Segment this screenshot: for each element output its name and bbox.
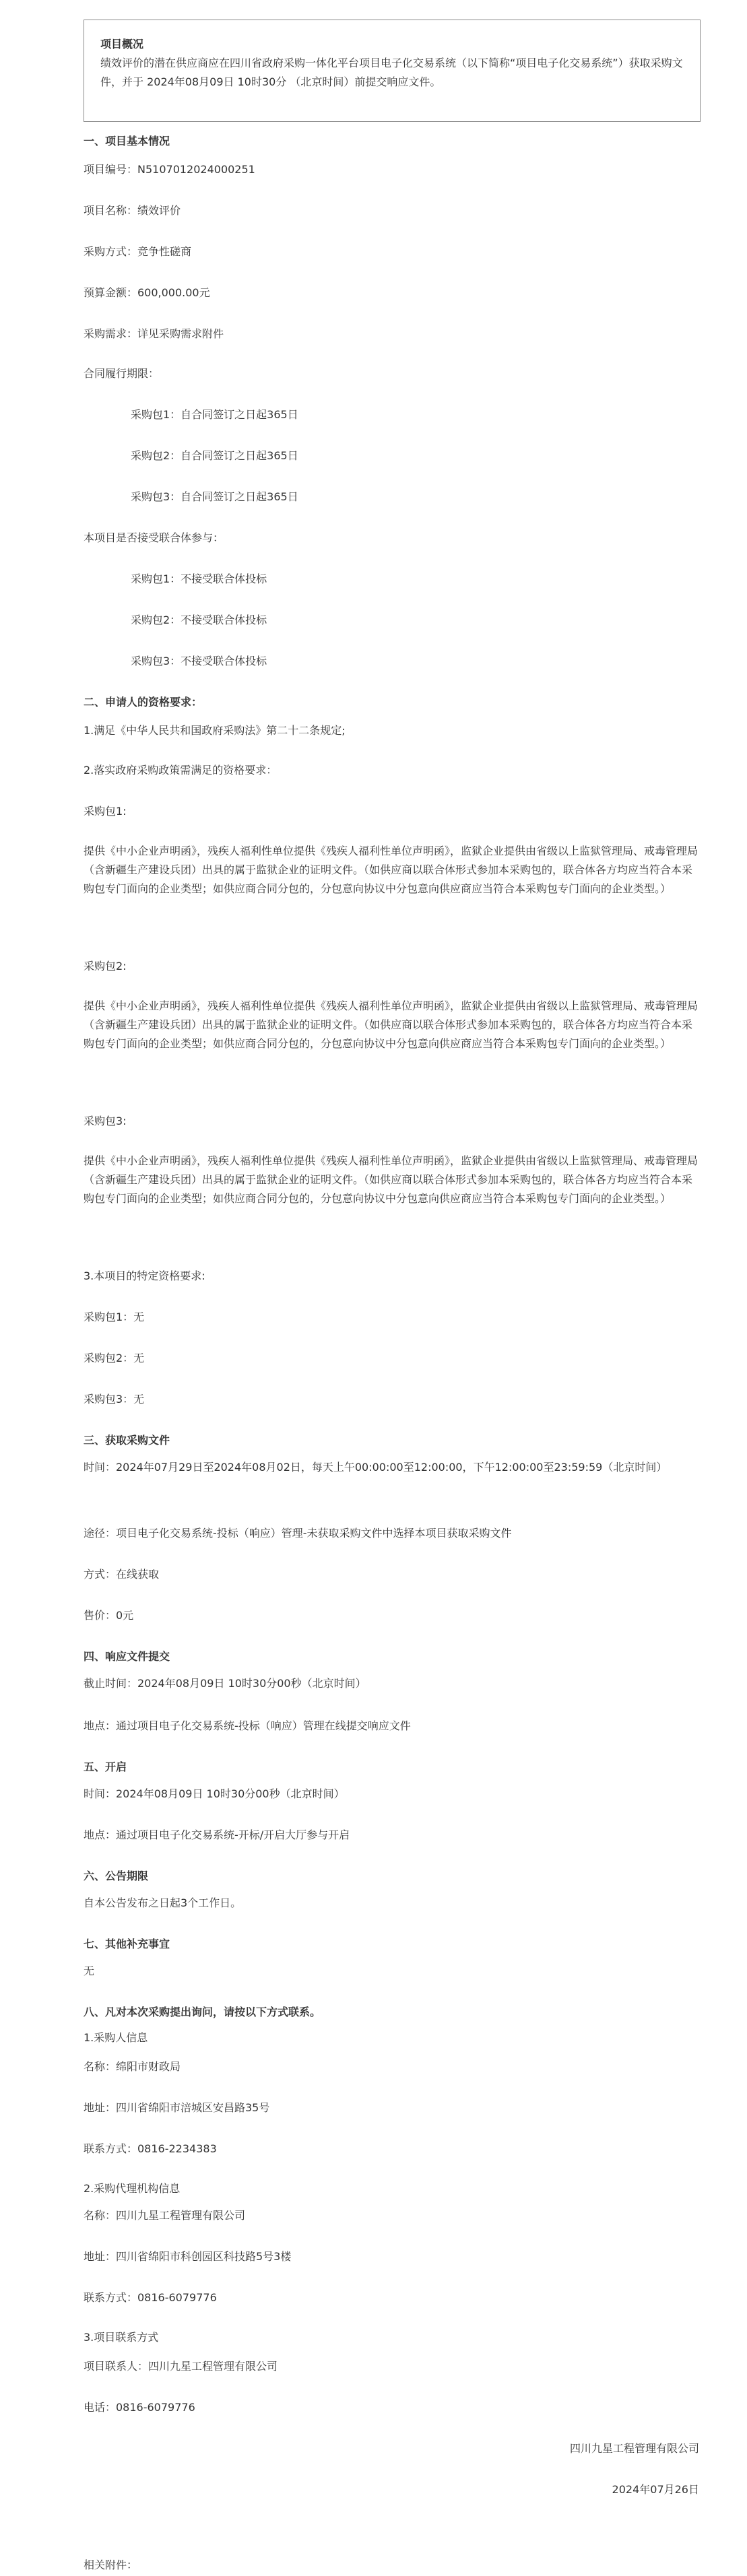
package-3-label: 采购包3: [84,1115,127,1127]
section-4-heading: 四、响应文件提交 [84,1650,170,1663]
procurement-requirement: 采购需求：详见采购需求附件 [84,327,224,340]
consortium-label: 本项目是否接受联合体参与： [84,531,224,544]
budget-amount: 预算金额：600,000.00元 [84,286,210,299]
attachments-label: 相关附件： [84,2558,138,2571]
purchaser-phone: 联系方式：0816-2234383 [84,2142,217,2155]
section-6-heading: 六、公告期限 [84,1870,149,1882]
supplementary-text: 无 [84,1964,95,1977]
requirement-3: 3.本项目的特定资格要求: [84,1269,205,1282]
document-price: 售价：0元 [84,1609,134,1622]
procurement-method: 采购方式：竞争性磋商 [84,245,192,258]
project-name: 项目名称：绩效评价 [84,204,181,217]
submission-deadline: 截止时间：2024年08月09日 10时30分00秒（北京时间） [84,1677,366,1690]
contact-person: 项目联系人：四川九星工程管理有限公司 [84,2360,278,2373]
project-number: 项目编号：N5107012024000251 [84,163,255,176]
acquisition-channel: 途径：项目电子化交易系统-投标（响应）管理-未获取采购文件中选择本项目获取采购文件 [84,1527,512,1540]
section-1-heading: 一、项目基本情况 [84,135,170,147]
acquisition-way: 方式：在线获取 [84,1568,160,1581]
announcement-period: 自本公告发布之日起3个工作日。 [84,1896,242,1909]
section-3-heading: 三、获取采购文件 [84,1434,170,1447]
agency-phone: 联系方式：0816-6079776 [84,2291,217,2304]
package-2-label: 采购包2: [84,960,127,972]
opening-time: 时间：2024年08月09日 10时30分00秒（北京时间） [84,1787,345,1800]
contract-period-label: 合同履行期限： [84,367,160,380]
purchaser-title: 1.采购人信息 [84,2031,148,2044]
purchaser-address: 地址：四川省绵阳市涪城区安昌路35号 [84,2101,270,2114]
package-1-label: 采购包1: [84,805,127,818]
consortium-item: 采购包3：不接受联合体投标 [131,655,267,667]
opening-place: 地点：通过项目电子化交易系统-开标/开启大厅参与开启 [84,1828,350,1841]
acquisition-time: 时间：2024年07月29日至2024年08月02日，每天上午00:00:00至12:00:00，下午12:00:00至23:59:59（北京时间） [84,1461,668,1474]
overview-title: 项目概况 [100,38,144,51]
consortium-item: 采购包1：不接受联合体投标 [131,572,267,585]
requirement-1: 1.满足《中华人民共和国政府采购法》第二十二条规定; [84,724,346,737]
specific-requirement: 采购包3：无 [84,1393,145,1406]
specific-requirement: 采购包2：无 [84,1352,145,1364]
package-1-text: 提供《中小企业声明函》，残疾人福利性单位提供《残疾人福利性单位声明函》，监狱企业提供由省级以上监狱管理局、戒毒管理局（含新疆生产建设兵团）出具的属于监狱企业的证明文件。（如供应商以联合体形式参加本采购包的，联合体各方均应当符合本采购包专门面向的企业类型；如供应商合同分包的，分包意向协议中分包意向供应商应当符合本采购包专门面向的企业类型。） [84,845,699,895]
project-overview-box [84,20,701,122]
package-3-text: 提供《中小企业声明函》，残疾人福利性单位提供《残疾人福利性单位声明函》，监狱企业提供由省级以上监狱管理局、戒毒管理局（含新疆生产建设兵团）出具的属于监狱企业的证明文件。（如供应商以联合体形式参加本采购包的，联合体各方均应当符合本采购包专门面向的企业类型；如供应商合同分包的，分包意向协议中分包意向供应商应当符合本采购包专门面向的企业类型。） [84,1154,699,1205]
overview-text: 绩效评价的潜在供应商应在四川省政府采购一体化平台项目电子化交易系统（以下简称“项目电子化交易系统”）获取采购文件，并于 2024年08月09日 10时30分 （北京时间）前提交响应文件。 [100,57,683,88]
section-5-heading: 五、开启 [84,1760,127,1773]
package-2-text: 提供《中小企业声明函》，残疾人福利性单位提供《残疾人福利性单位声明函》，监狱企业提供由省级以上监狱管理局、戒毒管理局（含新疆生产建设兵团）出具的属于监狱企业的证明文件。（如供应商以联合体形式参加本采购包的，联合体各方均应当符合本采购包专门面向的企业类型；如供应商合同分包的，分包意向协议中分包意向供应商应当符合本采购包专门面向的企业类型。） [84,999,699,1050]
section-8-heading: 八、凡对本次采购提出询问，请按以下方式联系。 [84,2006,321,2018]
requirement-2: 2.落实政府采购政策需满足的资格要求： [84,764,278,777]
contact-title: 3.项目联系方式 [84,2331,159,2344]
contact-phone: 电话：0816-6079776 [84,2401,195,2414]
contract-period-item: 采购包2：自合同签订之日起365日 [131,449,298,462]
contract-period-item: 采购包1：自合同签订之日起365日 [131,408,298,421]
signature-company: 四川九星工程管理有限公司 [569,2442,699,2455]
contract-period-item: 采购包3：自合同签订之日起365日 [131,490,298,503]
consortium-item: 采购包2：不接受联合体投标 [131,614,267,626]
section-7-heading: 七、其他补充事宜 [84,1938,170,1950]
purchaser-name: 名称：绵阳市财政局 [84,2060,181,2073]
submission-place: 地点：通过项目电子化交易系统-投标（响应）管理在线提交响应文件 [84,1719,411,1732]
section-2-heading: 二、申请人的资格要求： [84,696,203,708]
specific-requirement: 采购包1：无 [84,1311,145,1323]
agency-name: 名称：四川九星工程管理有限公司 [84,2209,246,2222]
agency-title: 2.采购代理机构信息 [84,2182,181,2195]
signature-date: 2024年07月26日 [612,2483,699,2496]
agency-address: 地址：四川省绵阳市科创园区科技路5号3楼 [84,2250,292,2263]
